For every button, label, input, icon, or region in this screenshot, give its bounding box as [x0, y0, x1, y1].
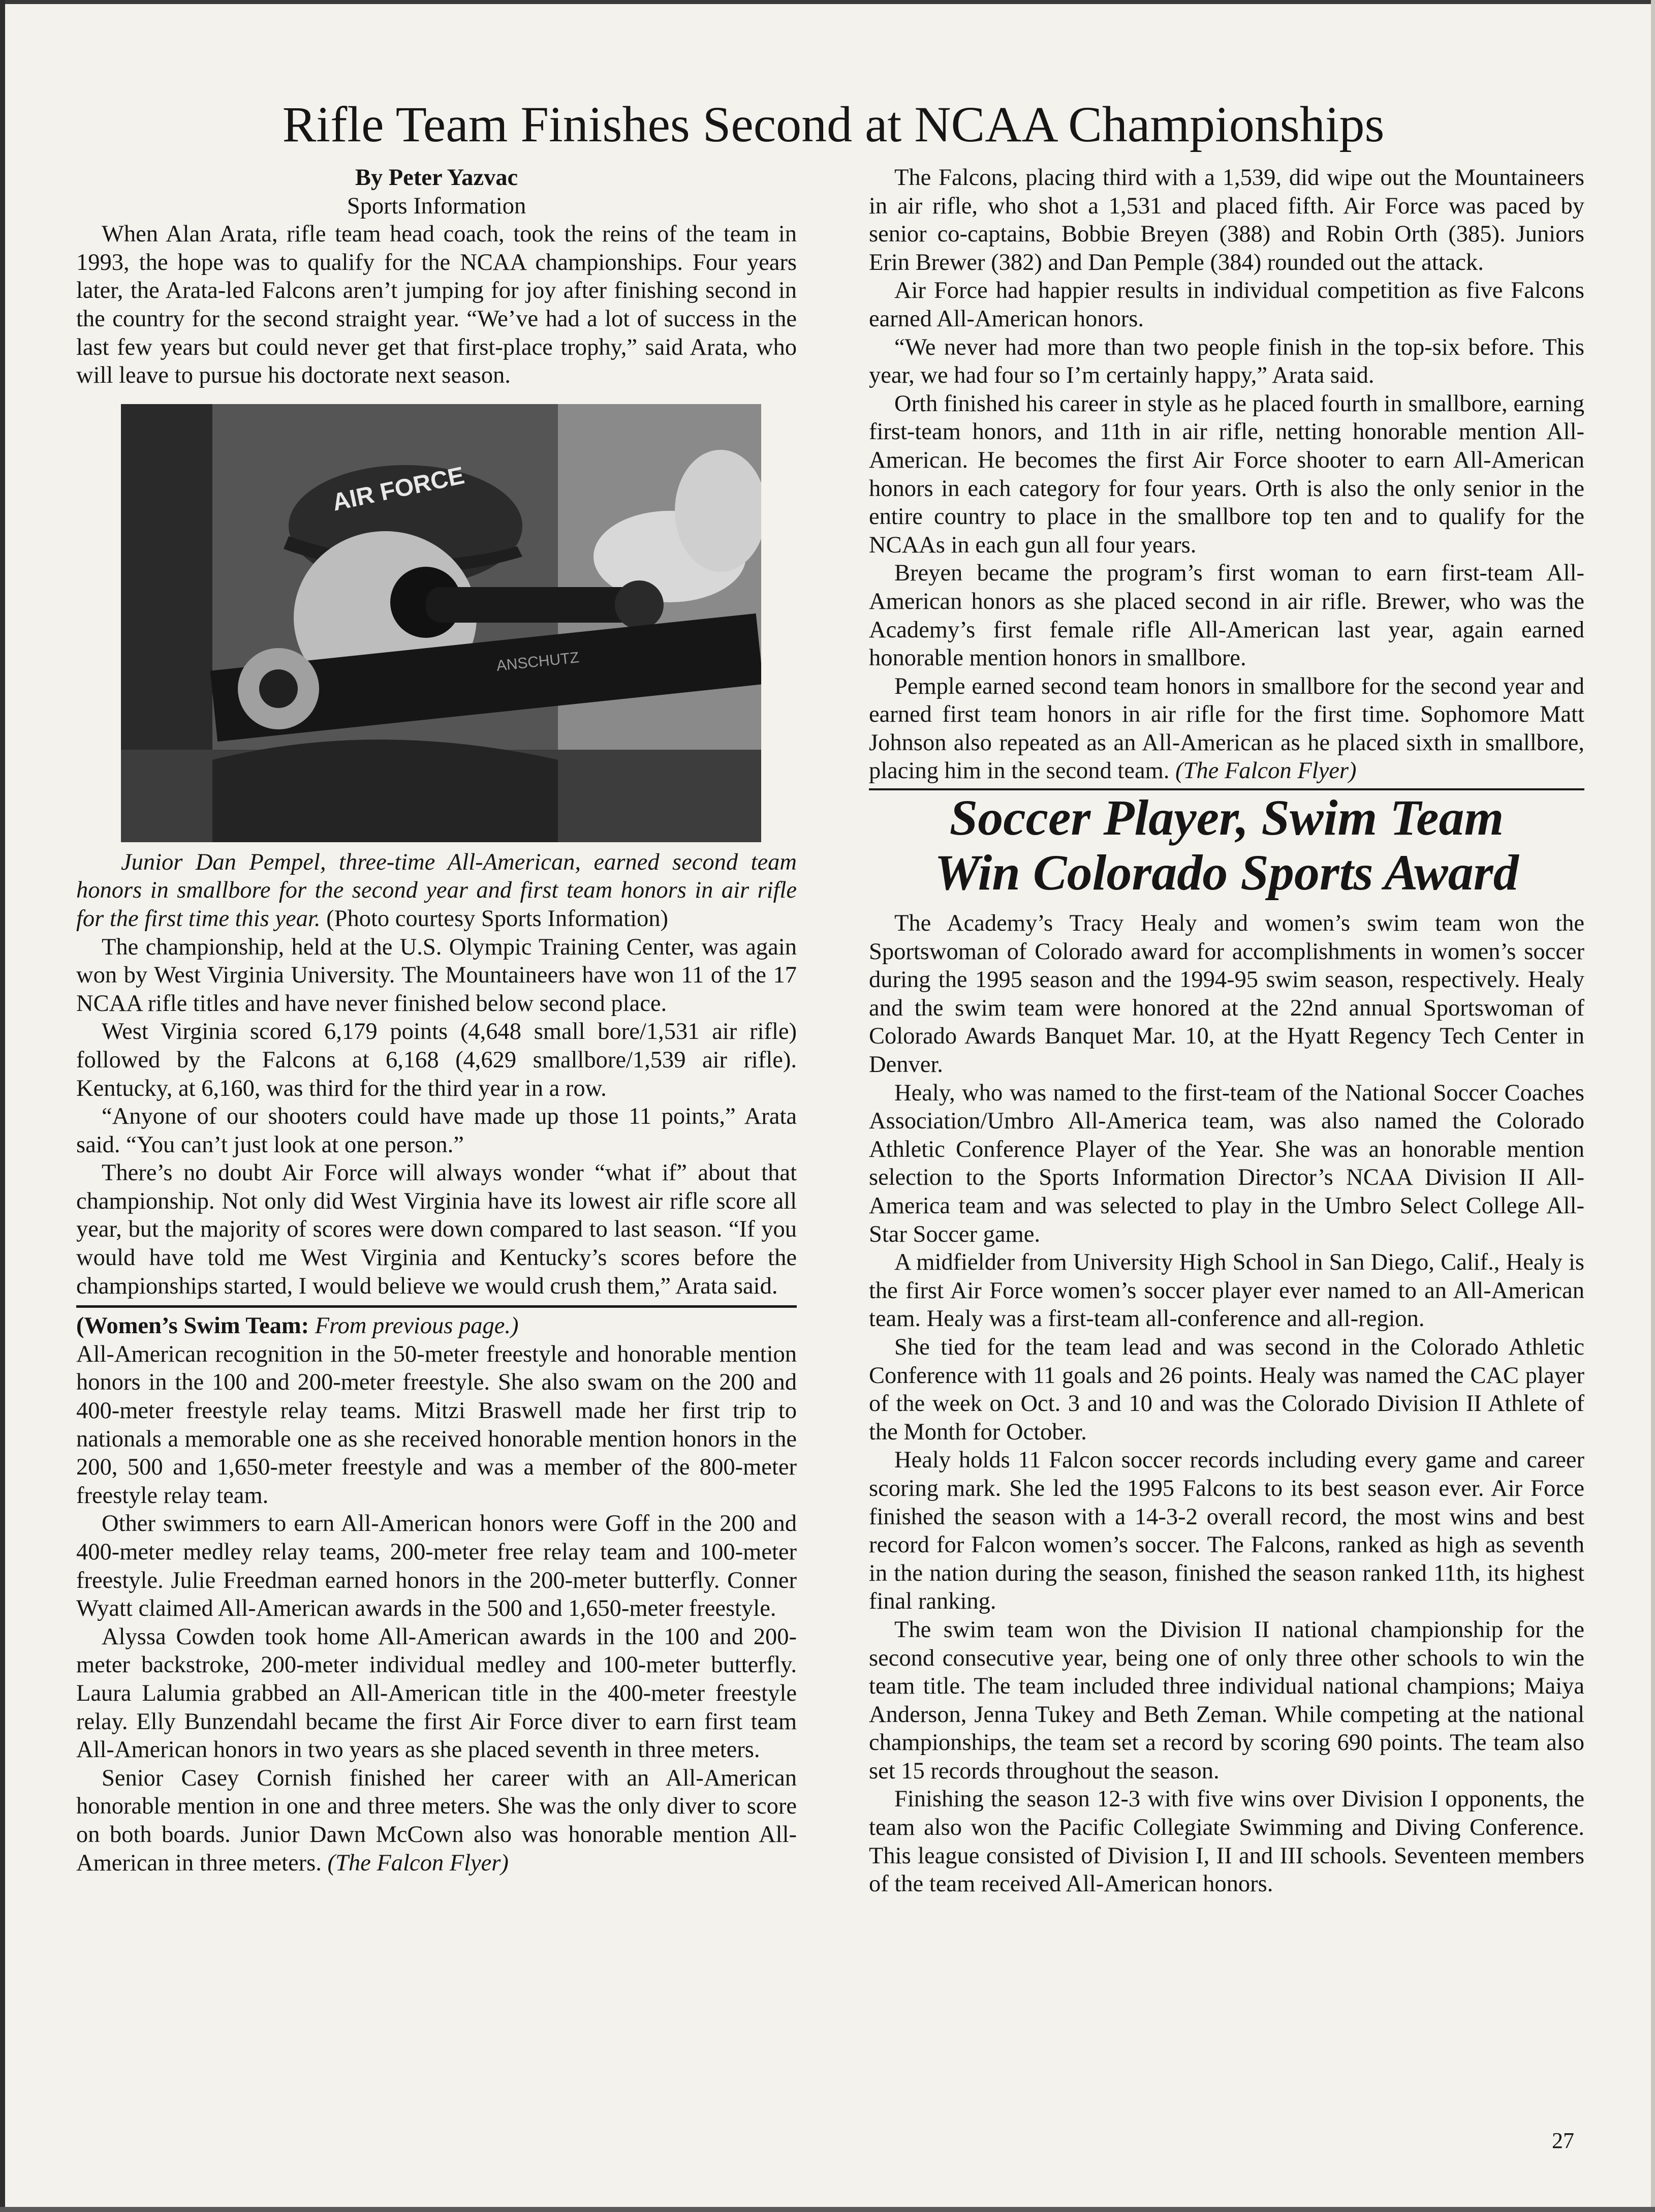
- cap-logo-text: AIR FORCE: [330, 462, 467, 516]
- rifle-right-paragraph-4: Orth finished his career in style as he placed fourth in smallbore, earning first-team honors, and 11th in air rifle, netting honorable mention All-American. He becomes the first Air Force shooter to earn All-American honors in each category for four years. Orth is also the only senior in the entire country to place in the smallbore top ten and to qualify for the NCAAs in each gun all four years.: [869, 390, 1584, 558]
- photo-caption: [76, 848, 797, 933]
- rifle-right-paragraph-6-text: Pemple earned second team honors in smallbore for the second year and earned first team honors in air rifle for the first time. Sophomore Matt Johnson also repeated as an All-American as he placed sixth in smallbore, placing him in the second team.: [869, 673, 1584, 784]
- right-column: [869, 164, 1584, 1898]
- soccer-paragraph-1: The Academy’s Tracy Healy and women’s swim team won the Sportswoman of Colorado award for accomplishments in women’s soccer during the 1995 season and the 1994-95 swim season, respectively. Healy and the swim team were honored at the 22nd annual Sportswoman of Colorado Awards Banquet Mar. 10, at the Hyatt Regency Tech Center in Denver.: [869, 910, 1584, 1078]
- swim-paragraph-2: Other swimmers to earn All-American honors were Goff in the 200 and 400-meter medley relay teams, 200-meter free relay team and 100-meter freestyle. Julie Freedman earned honors in the 200-meter butterfly. Conner Wyatt claimed All-American awards in the 500 and 1,650-meter freestyle.: [76, 1511, 797, 1622]
- soccer-headline: [869, 790, 1584, 900]
- swim-paragraph-1: All-American recognition in the 50-meter freestyle and honorable mention honors in the 100 and 200-meter freestyle. She also swam on the 200 and 400-meter freestyle relay teams. Mitzi Braswell made her first trip to nationals a memorable one as she received honorable mention honors in the 200, 500 and 1,650-meter freestyle and was a member of the 800-meter freestyle relay team.: [76, 1341, 797, 1509]
- soccer-paragraph-5: Healy holds 11 Falcon soccer records including every game and career scoring mark. She led the 1995 Falcons to its best season ever. Air Force finished the season with a 14-3-2 overall record, the most wins and best record for Falcon women’s soccer. The Falcons, ranked as high as seventh in the nation during the season, finished the season ranked 11th, its highest final ranking.: [869, 1447, 1584, 1615]
- rifle-right-paragraph-3: “We never had more than two people finish in the top-six before. This year, we had four so I’m certainly happy,” Arata said.: [869, 334, 1584, 389]
- rifle-right-paragraph-5: Breyen became the program’s first woman to earn first-team All-American honors as she placed second in air rifle. Brewer, who was the Academy’s first female rifle All-American last year, again earned honorable mention honors in smallbore.: [869, 560, 1584, 671]
- page-edge-left: [0, 0, 5, 2212]
- rifle-paragraph-3: West Virginia scored 6,179 points (4,648 small bore/1,531 air rifle) followed by the Falcons at 6,168 (4,629 smallbore/1,539 air rifle). Kentucky, at 6,160, was third for the third year in a row.: [76, 1019, 797, 1101]
- swim-header-italic: From previous page.): [309, 1313, 519, 1339]
- soccer-paragraph-4: She tied for the team lead and was second in the Colorado Athletic Conference with 11 goals and 26 points. Healy was named the CAC player of the week on Oct. 3 and 10 and was the Colorado Division II Athlete of the Month for October.: [869, 1334, 1584, 1445]
- page-edge-right: [1651, 0, 1655, 2212]
- soccer-paragraph-6: The swim team won the Division II national championship for the second consecutive year, being one of only three other schools to win the team title. The team included three individual national champions; Maiya Anderson, Jenna Tukey and Beth Zeman. While competing at the national championships, the team set a record by scoring 690 points. The team also set 15 records throughout the season.: [869, 1616, 1584, 1784]
- swim-paragraph-4: [76, 1764, 797, 1877]
- swim-paragraph-4-text: Senior Casey Cornish finished her career with an All-American honorable mention in one and three meters. She was the only diver to score on both boards. Junior Dawn McCown also was honorable mention All-American in three meters.: [76, 1765, 797, 1876]
- soccer-paragraph-3: A midfielder from University High School in San Diego, Calif., Healy is the first Air Force women’s soccer player ever named to an All-American team. Healy was a first-team all-conference and all-region.: [869, 1249, 1584, 1332]
- soccer-headline-line-2: Win Colorado Sports Award: [934, 844, 1519, 901]
- rifle-right-paragraph-1: The Falcons, placing third with a 1,539, did wipe out the Mountaineers in air rifle, who shot a 1,531 and placed fifth. Air Force was paced by senior co-captains, Bobbie Breyen (388) and Robin Orth (385). Juniors Erin Brewer (382) and Dan Pemple (384) rounded out the attack.: [869, 165, 1584, 275]
- soccer-headline-line-1: Soccer Player, Swim Team: [949, 789, 1504, 846]
- swim-header-bold: (Women’s Swim Team:: [76, 1313, 309, 1339]
- rifle-source: (The Falcon Flyer): [1175, 758, 1357, 784]
- left-column: [76, 164, 797, 1877]
- page-edge-top: [0, 0, 1655, 4]
- main-headline: Rifle Team Finishes Second at NCAA Championships: [282, 96, 1385, 152]
- swim-continued-header: [76, 1312, 797, 1340]
- rifle-paragraph-5: There’s no doubt Air Force will always wonder “what if” about that championship. Not only did West Virginia have its lowest air rifle score all year, but the majority of scores were down compared to last season. “If you would have told me West Virginia and Kentucky’s scores before the championships started, I would believe we would crush them,” Arata said.: [76, 1160, 797, 1299]
- rifle-brand-text: ANSCHUTZ: [495, 649, 580, 674]
- page-edge-bottom: [0, 2207, 1655, 2212]
- rifle-right-paragraph-6: [869, 672, 1584, 785]
- soccer-paragraph-2: Healy, who was named to the first-team of the National Soccer Coaches Association/Umbro All-America team, was also named the Colorado Athletic Conference Player of the Year. She was an honorable mention selection to the Sports Information Director’s NCAA Division II All-America team and was selected to play in the Umbro Select College All-Star Soccer game.: [869, 1080, 1584, 1247]
- rifle-shooter-illustration: [121, 404, 761, 842]
- section-divider: [76, 1305, 797, 1308]
- byline-author: By Peter Yazvac: [355, 165, 518, 191]
- soccer-paragraph-7: Finishing the season 12-3 with five wins over Division I opponents, the team also won the Pacific Collegiate Swimming and Diving Conference. This league consisted of Division I, II and III schools. Seventeen members of the team received All-American honors.: [869, 1786, 1584, 1897]
- swim-source: (The Falcon Flyer): [327, 1850, 509, 1876]
- photo-caption-italic: Junior Dan Pempel, three-time All-American, earned second team honors in smallbore for the second year and first team honors in air rifle for the first time this year.: [76, 849, 797, 932]
- rifle-shooter-photo: [121, 404, 761, 842]
- byline-organization: Sports Information: [347, 193, 526, 219]
- page-number: 27: [1552, 2128, 1574, 2153]
- rifle-right-paragraph-2: Air Force had happier results in individual competition as five Falcons earned All-American honors.: [869, 278, 1584, 332]
- rifle-paragraph-2: The championship, held at the U.S. Olympic Training Center, was again won by West Virginia University. The Mountaineers have won 11 of the 17 NCAA rifle titles and have never finished below second place.: [76, 934, 797, 1017]
- rifle-paragraph-1: When Alan Arata, rifle team head coach, took the reins of the team in 1993, the hope was to qualify for the NCAA championships. Four years later, the Arata-led Falcons aren’t jumping for joy after finishing second in the country for the second straight year. “We’ve had a lot of success in the last few years but could never get that first-place trophy,” said Arata, who will leave to pursue his doctorate next season.: [76, 221, 797, 389]
- rifle-paragraph-4: “Anyone of our shooters could have made up those 11 points,” Arata said. “You can’t just look at one person.”: [76, 1103, 797, 1158]
- photo-caption-credit: (Photo courtesy Sports Information): [320, 905, 668, 932]
- swim-paragraph-3: Alyssa Cowden took home All-American awards in the 100 and 200-meter backstroke, 200-meter individual medley and 100-meter butterfly. Laura Lalumia grabbed an All-American title in the 400-meter freestyle relay. Elly Bunzendahl became the first Air Force diver to earn first team All-American honors in two years as she placed seventh in three meters.: [76, 1623, 797, 1763]
